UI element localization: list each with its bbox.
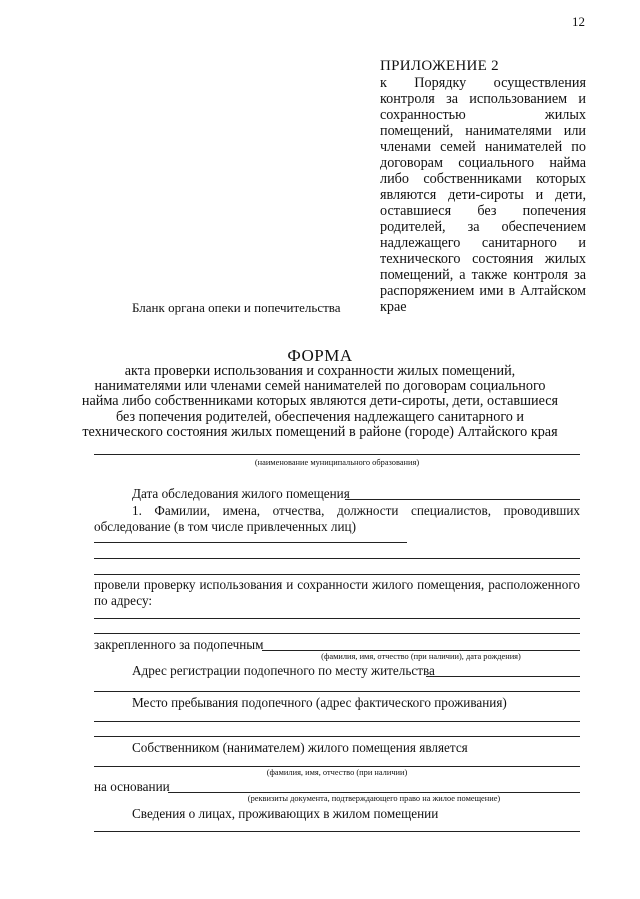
- owner-label: Собственником (нанимателем) жилого помещения является: [132, 740, 468, 755]
- document-caption: (реквизиты документа, подтверждающего право на жилое помещение): [247, 794, 501, 803]
- specialists-line-1: [94, 542, 407, 543]
- basis-label: на основании: [94, 779, 170, 794]
- specialists-line-2: [94, 558, 580, 559]
- residents-label: Сведения о лицах, проживающих в жилом помещении: [132, 806, 439, 821]
- assigned-to-label: закрепленного за подопечным: [94, 637, 264, 652]
- municipality-line: [94, 454, 580, 455]
- registration-address-line-1: [426, 676, 580, 677]
- stay-place-label: Место пребывания подопечного (адрес фактического проживания): [132, 695, 507, 710]
- form-title: ФОРМА: [287, 346, 353, 365]
- inspection-date-line: [345, 499, 580, 500]
- specialists-label: 1. Фамилии, имена, отчества, должности специалистов, проводивших обследование (в том числе привлеченных лиц): [94, 503, 580, 534]
- inspection-date-label: Дата обследования жилого помещения: [132, 486, 350, 501]
- appendix-block: [380, 58, 586, 315]
- owner-line: [94, 766, 580, 767]
- address-line-1: [94, 618, 580, 619]
- page-number: 12: [572, 14, 585, 29]
- registration-address-line-2: [94, 691, 580, 692]
- appendix-title: ПРИЛОЖЕНИЕ 2: [380, 58, 499, 74]
- form-subtitle: акта проверки использования и сохранности жилых помещений, нанимателями или членами семей нанимателей по договорам социального найма либо собственниками которых являются дети-сироты, дети, оставшиеся без попечения родителей, обеспечения надлежащего санитарного и технического состояния жилых помещений в районе (городе) Алтайского края: [81, 363, 559, 440]
- registration-address-label: Адрес регистрации подопечного по месту жительства: [132, 663, 435, 678]
- blank-label: Бланк органа опеки и попечительства: [132, 300, 341, 315]
- check-performed-label: провели проверку использования и сохранности жилого помещения, расположенного по адресу:: [94, 577, 580, 608]
- ward-name-line: [262, 650, 580, 651]
- ward-name-caption: (фамилия, имя, отчество (при наличии), дата рождения): [321, 652, 521, 661]
- owner-caption: (фамилия, имя, отчество (при наличии): [266, 768, 408, 777]
- residents-line: [94, 831, 580, 832]
- basis-line: [168, 792, 580, 793]
- address-line-2: [94, 633, 580, 634]
- stay-place-line-1: [94, 721, 580, 722]
- appendix-text: к Порядку осуществления контроля за использованием и сохранностью жилых помещений, нанимателями или членами семей нанимателей по договорам социального найма либо собственниками которых являются дети-сироты и дети, оставшиеся без попечения родителей, за обеспечением надлежащего санитарного и технического состояния жилых помещений, а также контроля за распоряжением ими в Алтайском крае: [380, 75, 586, 315]
- municipality-caption: (наименование муниципального образования): [254, 458, 420, 467]
- stay-place-line-2: [94, 736, 580, 737]
- specialists-line-3: [94, 574, 580, 575]
